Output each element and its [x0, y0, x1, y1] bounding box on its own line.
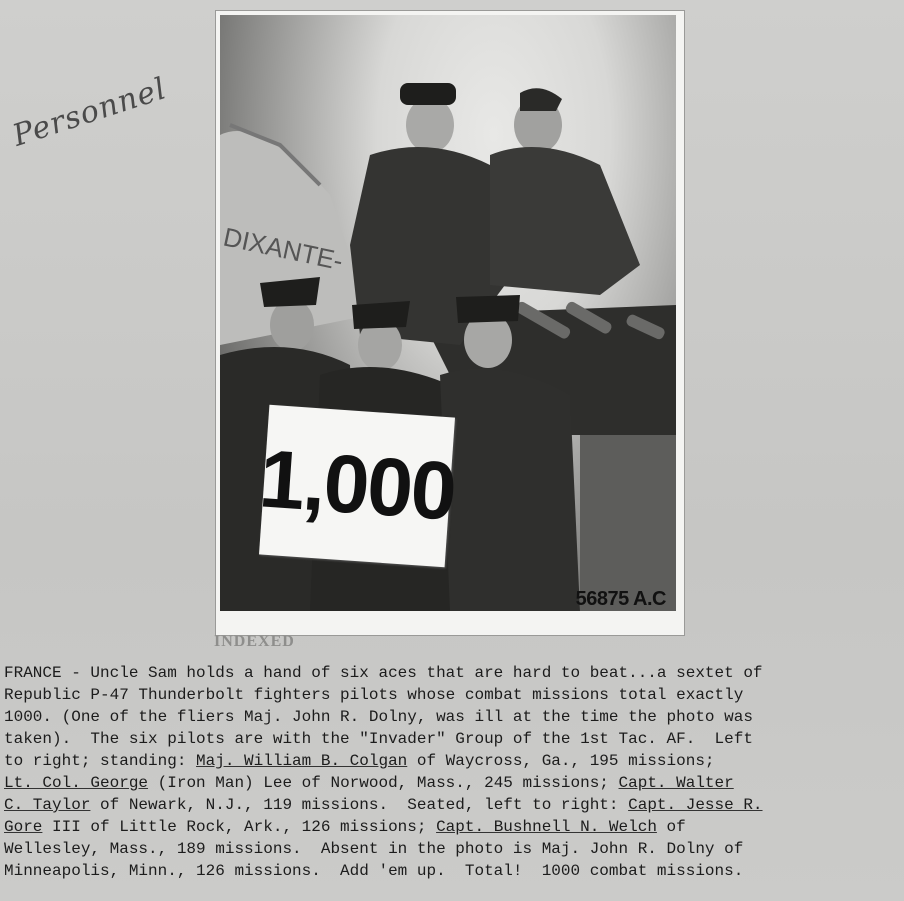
caption-line: taken). The six pilots are with the "Invader" Group of the 1st Tac. AF. Left [4, 730, 753, 748]
pilots-photograph [220, 15, 676, 611]
caption-line: III of Little Rock, Ark., 126 missions; [42, 818, 437, 836]
photo-print [215, 10, 685, 636]
sign-text: 1,000 [256, 433, 458, 538]
indexed-stamp: INDEXED [214, 633, 295, 650]
caption-name-welch: Capt. Bushnell N. Welch [436, 818, 657, 836]
caption-line: (Iron Man) Lee of Norwood, Mass., 245 missions; [148, 774, 619, 792]
tarmac [580, 435, 676, 611]
caption-name-gore: Capt. Jesse R. [628, 796, 763, 814]
caption-line: 1000. (One of the fliers Maj. John R. Dolny, was ill at the time the photo was [4, 708, 753, 726]
caption-name-gore-cont: Gore [4, 818, 43, 836]
caption-name-taylor: Capt. Walter [618, 774, 734, 792]
caption-line: of [656, 818, 686, 836]
caption-name-colgan: Maj. William B. Colgan [196, 752, 408, 770]
aircraft-lettering: DIXANTE- [220, 221, 346, 277]
caption-line: of Newark, N.J., 119 missions. Seated, left to right: [90, 796, 629, 814]
caption-line: Minneapolis, Minn., 126 missions. Add 'em up. Total! 1000 combat missions. [4, 862, 744, 880]
caption-line: of Waycross, Ga., 195 missions; [407, 752, 715, 770]
margin-handwritten-note: Personnel [8, 71, 171, 154]
negative-number: 56875 A.C [575, 588, 666, 610]
caption-name-taylor-cont: C. Taylor [4, 796, 91, 814]
seated-pilot-3 [440, 368, 580, 611]
caption-line: Wellesley, Mass., 189 missions. Absent in the photo is Maj. John R. Dolny of [4, 840, 744, 858]
caption-line: Republic P-47 Thunderbolt fighters pilots whose combat missions total exactly [4, 686, 744, 704]
photo-caption [4, 662, 900, 882]
caption-line: FRANCE - Uncle Sam holds a hand of six aces that are hard to beat...a sextet of [4, 664, 763, 682]
caption-line: to right; standing: [4, 752, 197, 770]
standing-pilot-2 [490, 147, 640, 295]
caption-name-lee: Lt. Col. George [4, 774, 149, 792]
sign-1000 [256, 405, 458, 568]
